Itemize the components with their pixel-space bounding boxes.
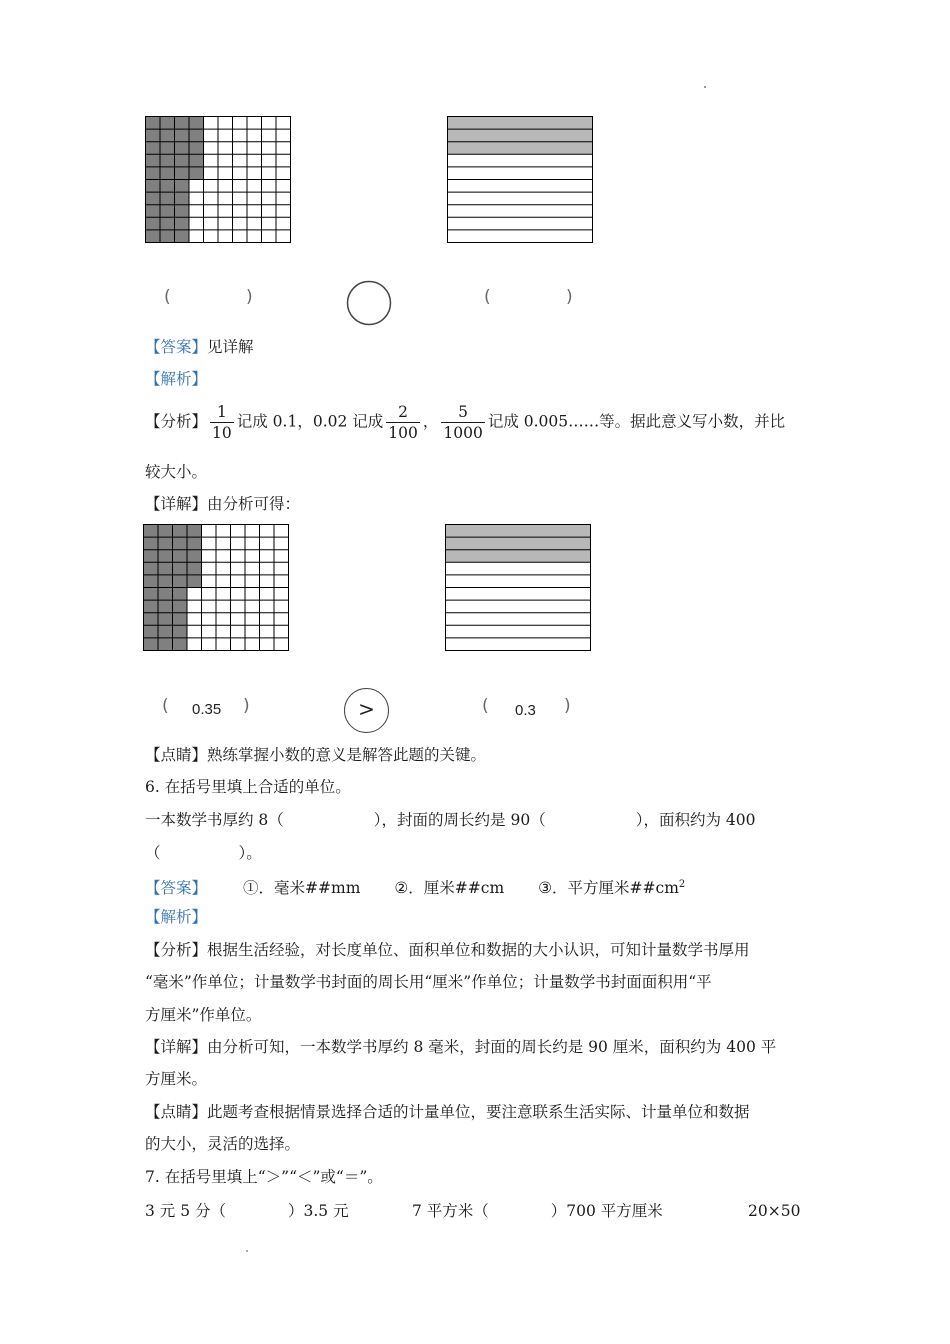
dianjing-text: 熟练掌握小数的意义是解答此题的关键。	[207, 746, 487, 764]
q6-answer-1: ①．毫米##mm	[243, 879, 361, 898]
q6-dianjing-tag: 【点睛】	[145, 1103, 208, 1121]
paren-open-2-left: (	[162, 696, 169, 716]
q6-stem-line-1	[145, 810, 755, 830]
q6-fenxi-line-2: “毫米”作单位；计量数学书封面的周长用“厘米”作单位；计量数学书封面面积用“平	[145, 973, 712, 991]
q5-analysis-line	[145, 369, 207, 389]
q6-answer-3-sup: 2	[678, 879, 686, 890]
q6-dianjing-line-1	[145, 1102, 750, 1122]
q7-item-1: 3 元 5 分（ ）3.5 元	[145, 1202, 349, 1220]
q5-detail-line	[145, 494, 300, 514]
q6-stem-2a: （	[145, 844, 161, 862]
q6-fenxi-line-3: 方厘米”作单位。	[145, 1006, 262, 1024]
compare-circle-1[interactable]	[346, 280, 392, 326]
q6-answer-2: ②．厘米##cm	[394, 879, 505, 898]
fraction-5-1000: $\frac{5}{1000}$	[443, 403, 483, 442]
fenxi-tag: 【分析】	[145, 412, 208, 431]
dianjing-tag: 【点睛】	[145, 746, 208, 764]
q6-stem-2b: ）。	[238, 844, 262, 862]
q6-stem-1c: ），面积约为 400	[635, 811, 756, 829]
fraction-2-100: $\frac{2}{100}$	[388, 403, 418, 442]
q6-detail-1: 由分析可知，一本数学书厚约 8 毫米，封面的周长约是 90 厘米，面积约为 400 平	[207, 1038, 777, 1056]
hundred-grid-figure-1	[145, 116, 292, 244]
paren-close-2-right: )	[564, 696, 571, 716]
page-dot-bottom	[246, 1250, 248, 1252]
hundred-grid-figure-2	[143, 524, 290, 652]
fenxi-comma: ，	[422, 412, 439, 431]
strip-shading-2	[446, 525, 591, 562]
q6-analysis-tag: 【解析】	[145, 908, 208, 926]
answer-text: 见详解	[207, 338, 254, 356]
strip-figure-2	[445, 524, 592, 652]
q5-answer-line	[145, 337, 254, 357]
q6-answer-tag: 【答案】	[145, 879, 208, 898]
q7-item-3: 20×50	[748, 1202, 801, 1220]
q6-answer-3: ③．平方厘米##cm	[538, 879, 679, 898]
detail-text: 由分析可得：	[207, 495, 301, 513]
q6-fenxi-line-1	[145, 940, 750, 960]
paren-open-1-right: (	[484, 287, 491, 307]
q6-stem-1a: 一本数学书厚约 8（	[145, 811, 284, 829]
right-answer-value: 0.3	[515, 702, 536, 719]
q6-dianjing-1: 此题考查根据情景选择合适的计量单位，要注意联系生活实际、计量单位和数据	[207, 1103, 750, 1121]
q7-title: 7. 在括号里填上“＞”“＜”或“＝”。	[145, 1168, 383, 1186]
q6-detail-line-1	[145, 1037, 776, 1057]
compare-symbol: >	[358, 697, 375, 721]
paren-open-2-right: (	[482, 696, 489, 716]
q6-answer-line	[145, 875, 685, 898]
page-dot-top	[704, 86, 706, 88]
q5-dianjing-line	[145, 745, 486, 765]
fenxi-text-a: 记成 0.1，0.02 记成	[236, 412, 384, 431]
fenxi-text-b: 记成 0.005……等。据此意义写小数，并比	[487, 412, 786, 431]
q6-stem-1b: ），封面的周长约是 90（	[373, 811, 546, 829]
q6-title: 6. 在括号里填上合适的单位。	[145, 778, 351, 796]
strip-figure-1	[447, 116, 594, 244]
paren-close-1-left: )	[246, 287, 253, 307]
compare-circle-2	[344, 688, 389, 733]
detail-tag: 【详解】	[145, 495, 208, 513]
fraction-1-10: $\frac{1}{10}$	[212, 403, 232, 442]
q7-item-2: 7 平方米（ ）700 平方厘米	[412, 1202, 663, 1220]
q6-dianjing-line-2: 的大小，灵活的选择。	[145, 1135, 301, 1153]
answer-tag: 【答案】	[145, 338, 208, 356]
paren-close-2-left: )	[243, 696, 250, 716]
q5-fenxi-line	[145, 402, 785, 443]
analysis-tag: 【解析】	[145, 370, 208, 388]
strip-shading-1	[448, 117, 593, 154]
q5-fenxi-line-2: 较大小。	[145, 463, 208, 481]
paren-open-1-left: (	[164, 287, 171, 307]
q6-stem-line-2	[145, 843, 262, 863]
q6-detail-line-2: 方厘米。	[145, 1070, 208, 1088]
left-answer-value: 0.35	[192, 701, 222, 718]
q6-fenxi-tag: 【分析】	[145, 941, 208, 959]
q6-detail-tag: 【详解】	[145, 1038, 208, 1056]
q6-analysis-line	[145, 907, 207, 927]
q6-fenxi-1: 根据生活经验，对长度单位、面积单位和数据的大小认识，可知计量数学书厚用	[207, 941, 750, 959]
paren-close-1-right: )	[566, 287, 573, 307]
